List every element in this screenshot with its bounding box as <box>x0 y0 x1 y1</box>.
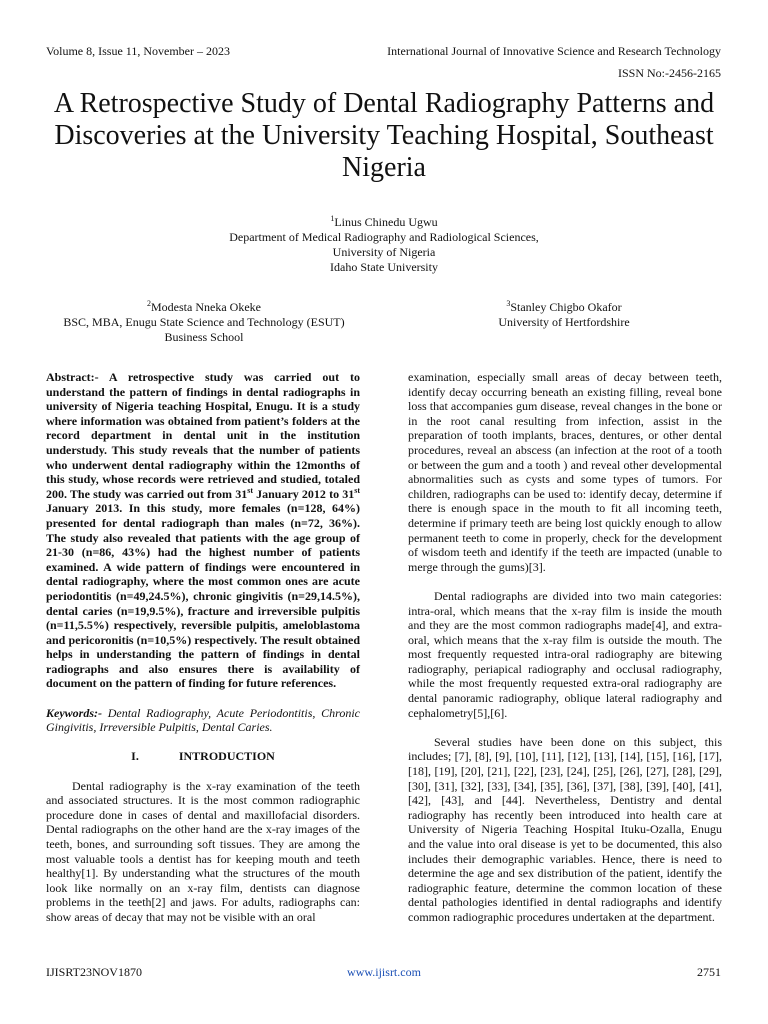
intro-paragraph: Dental radiography is the x-ray examination of the teeth and associated structures. It is the most common radiographic procedure done in cases of dental and maxillofacial disorders. Dental radiographs on the other hand are the x-ray images of the teeth, bones, and surrounding soft tissues. They are among the most valuable tools a dentist has for keeping mouth and teeth healthy[1]. By understanding what the structures of the mouth look like normally on an x-ray film, dentists can diagnose problems in the teeth[2] and jaws. For adults, radiographs can: show areas of decay that may not be visible with an oral <box>46 778 360 924</box>
volume-info: Volume 8, Issue 11, November – 2023 <box>46 44 230 58</box>
author-affiliation: University of Hertfordshire <box>498 315 630 329</box>
right-column <box>408 370 722 939</box>
author-affiliation: Business School <box>164 330 244 344</box>
keywords: Keywords:- Dental Radiography, Acute Periodontitis, Chronic Gingivitis, Irreversible Pulpitis, Dental Caries. <box>46 705 361 735</box>
author-block-3 <box>406 300 722 330</box>
author-affiliation: Idaho State University <box>330 260 438 274</box>
paper-id: IJISRT23NOV1870 <box>46 965 142 979</box>
author-block-1 <box>0 215 768 275</box>
author-affiliation: BSC, MBA, Enugu State Science and Technology (ESUT) <box>63 315 345 329</box>
issn: ISSN No:-2456-2165 <box>617 66 721 80</box>
journal-name: International Journal of Innovative Science and Research Technology <box>387 44 721 58</box>
author-affiliation: Department of Medical Radiography and Radiological Sciences, <box>229 230 539 244</box>
journal-url-link[interactable]: www.ijisrt.com <box>347 965 421 979</box>
body-paragraph: examination, especially small areas of decay between teeth, identify decay occurring beneath an existing filling, reveal bone loss that accompanies gum disease, reveal changes in the bone or in the root canal resulting from infection, assist in the preparation of tooth implants, braces, dentures, or other dental procedures, reveal an abscess (an infection at the root of a tooth or between the gum and a tooth ) and reveal other developmental abnormalities such as cysts and some types of tumors. For children, radiographs can be used to: identify decay, determine if there is enough space in the mouth to fit all incoming teeth, determine if primary teeth are being lost quickly enough to allow permanent teeth to come in properly, check for the development of wisdom teeth and identify if the teeth are impacted (unable to merge through the gums)[3]. <box>408 370 722 574</box>
section-heading: I. INTRODUCTION <box>131 749 275 764</box>
paper-title: A Retrospective Study of Dental Radiography Patterns and Discoveries at the University Teaching Hospital, Southeast Nigeria <box>53 88 715 183</box>
body-paragraph: Dental radiographs are divided into two main categories: intra-oral, which means that the x-ray film is inside the mouth and they are the most common radiographs made[4], and extra-oral, which means that the x-ray film is outside the mouth. The most frequently requested intra-oral radiography are bitewing radiography, periapical radiography and occlusal radiography, while the most frequently requested extra-oral radiography are dental panoramic radiography, oblique lateral radiography and cephalometry[5],[6]. <box>408 588 722 720</box>
page-number: 2751 <box>697 965 721 979</box>
author-name: $^1$Linus Chinedu Ugwu <box>330 214 438 229</box>
abstract: Abstract:- A retrospective study was carried out to understand the pattern of findings in dental radiographs in university of Nigeria teaching Hospital, Enugu. It is a study where information was obtained from patient’s folders at the record department in dental unit in the institution understudy. This study reveals that the number of patients who underwent dental radiography within the 12months of this study, whose records were retrieved and studied, totaled 200. The study was carried out from 31st January 2012 to 31st January 2013. In this study, more females (n=128, 64%) presented for dental radiograph than males (n=72, 36%). The study also revealed that patients with the age group of 21-30 (n=86, 43%) had the highest number of patients examined. A wide pattern of findings were encountered in dental radiography, where the most common ones are acute periodontitis (n=49,24.5%), chronic gingivitis (n=29,14.5%), dental caries (n=19,9.5%), fracture and irreversible pulpitis (n=11,5.5%) respectively, reversible pulpitis, ameloblastoma and pericoronitis (n=10,5%) respectively. The result obtained helps in understanding the pattern of findings in dental radiographs and also ensures there is availability of document on the pattern of finding for future references. <box>46 370 360 691</box>
body-paragraph: Several studies have been done on this subject, this includes; [7], [8], [9], [10], [11], [12], [13], [14], [15], [16], [17], [18], [19], [20], [21], [22], [23], [24], [25], [26], [27], [28], [29], [30], [31], [32], [33], [34], [35], [36], [37], [38], [39], [40], [41], [42], [43], and [44]. Nevertheless, Dentistry and dental radiography has recently been introduced into health care at University of Nigeria Teaching Hospital Ituku-Ozalla, Enugu and the value into oral disease is yet to be documented, this also includes their demographic variables. Hence, there is need to determine the age and sex distribution of the patient, identify the radiographic feature, determine the common location of these dental pathologies identified in dental radiographs and identify common radiographic procedures undertaken at the department. <box>408 734 722 924</box>
left-column <box>46 370 360 939</box>
author-name: $^3$Stanley Chigbo Okafor <box>506 299 622 314</box>
author-affiliation: University of Nigeria <box>332 245 436 259</box>
author-name: $^2$Modesta Nneka Okeke <box>147 299 261 314</box>
author-block-2 <box>46 300 362 345</box>
